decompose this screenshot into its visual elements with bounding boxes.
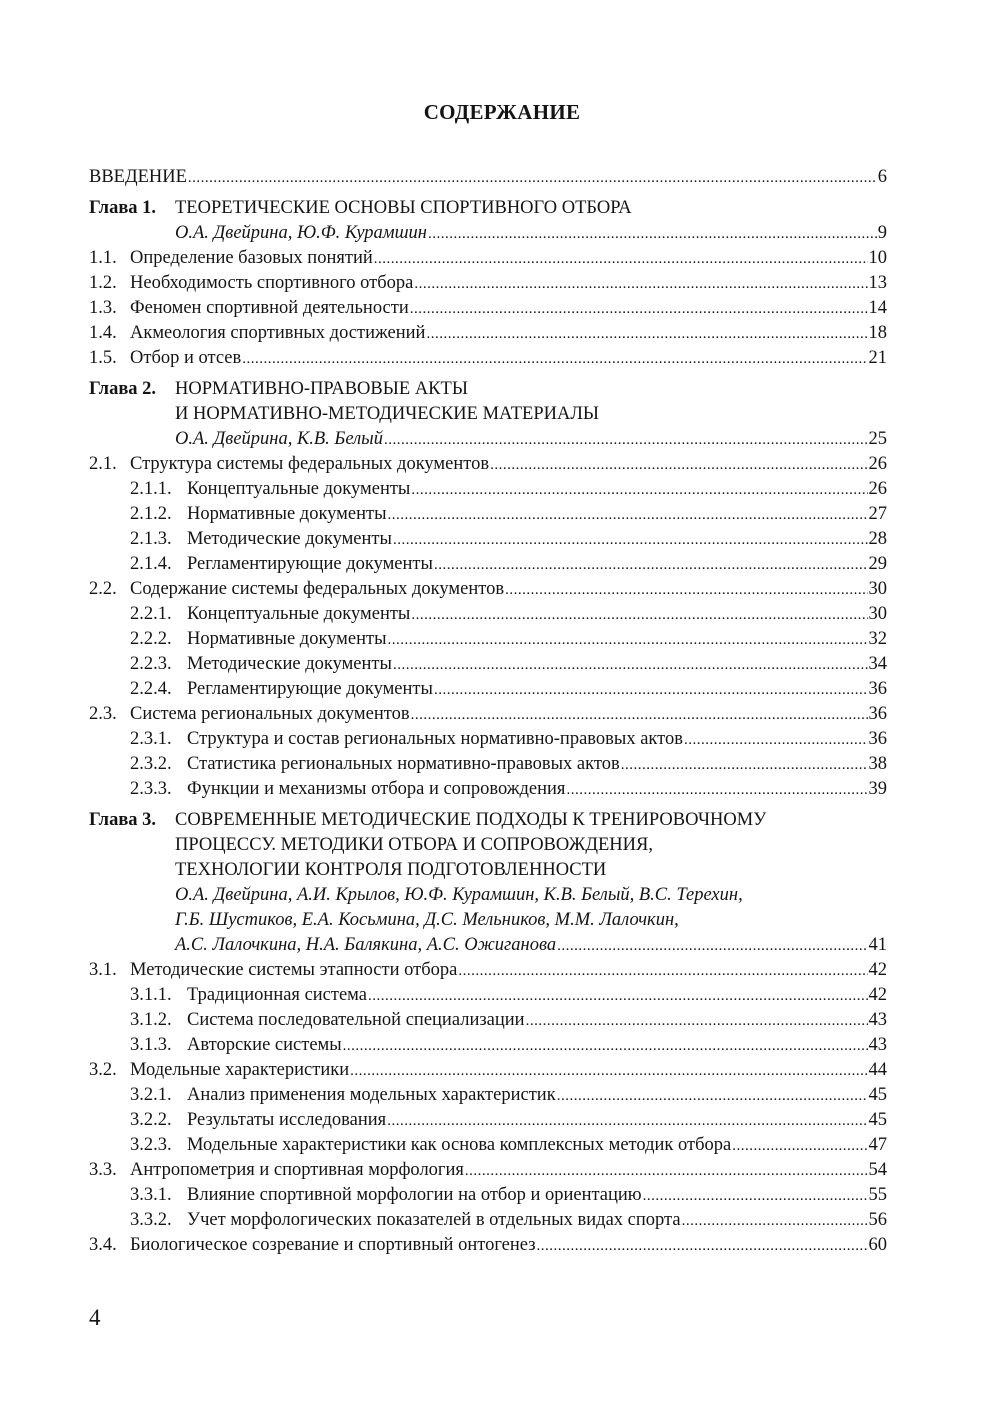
toc-entry-title: Учет морфологических показателей в отдельных видах спорта (187, 1210, 681, 1230)
toc-entry-number: 2.1.4. (130, 554, 172, 574)
toc-entry (89, 1133, 887, 1158)
toc-entry-number: 3.4. (89, 1235, 117, 1255)
toc-entry (89, 677, 887, 702)
toc-entry-number: 2.1.3. (130, 529, 172, 549)
toc-entry-number: 3.1. (89, 960, 117, 980)
chapter-authors-line (89, 221, 887, 246)
toc-entry-number: 2.1.2. (130, 504, 172, 524)
chapter-title: ПРОЦЕССУ. МЕТОДИКИ ОТБОРА И СОПРОВОЖДЕНИЯ, (175, 835, 653, 855)
dot-leader (621, 753, 868, 778)
toc-page-number: 26 (868, 479, 887, 499)
dot-leader (465, 1159, 868, 1184)
chapter-title: НОРМАТИВНО-ПРАВОВЫЕ АКТЫ (175, 379, 468, 399)
toc-entry (89, 452, 887, 477)
toc-entry-number: 3.2. (89, 1060, 117, 1080)
toc-entry-number: 3.3.2. (130, 1210, 172, 1230)
chapter-title-line (89, 402, 887, 427)
dot-leader (537, 1234, 868, 1259)
toc-entry (89, 1008, 887, 1033)
toc-entry (89, 1083, 887, 1108)
toc-entry-number: 2.3.2. (130, 754, 172, 774)
toc-entry-number: 2.2.4. (130, 679, 172, 699)
toc-page-number: 55 (868, 1185, 887, 1205)
chapter-title-line (89, 196, 887, 221)
toc-entry-title: Модельные характеристики (130, 1060, 350, 1080)
toc-entry (89, 1183, 887, 1208)
toc-entry (89, 502, 887, 527)
toc-entry (89, 652, 887, 677)
toc-entry (89, 527, 887, 552)
toc-page-number: 44 (868, 1060, 887, 1080)
toc-entry-number: 2.2.2. (130, 629, 172, 649)
dot-leader (684, 728, 868, 753)
toc-entry-number: 3.1.1. (130, 985, 172, 1005)
toc-page-number: 43 (868, 1035, 887, 1055)
toc-entry-number: 3.2.3. (130, 1135, 172, 1155)
dot-leader (682, 1209, 868, 1234)
dot-leader (387, 1109, 867, 1134)
toc-entry (89, 777, 887, 802)
toc-entry-number: 1.1. (89, 248, 117, 268)
toc-entry-number: 3.2.2. (130, 1110, 172, 1130)
chapter-title-line (89, 808, 887, 833)
toc-entry-number: 1.3. (89, 298, 117, 318)
toc-page-number: 28 (868, 529, 887, 549)
chapter-title: И НОРМАТИВНО-МЕТОДИЧЕСКИЕ МАТЕРИАЛЫ (175, 404, 600, 424)
page-number: 4 (89, 1305, 101, 1330)
toc-entry-title: Методические системы этапности отбора (130, 960, 458, 980)
toc-entry-title: Структура системы федеральных документов (130, 454, 490, 474)
toc-page-number: 32 (868, 629, 887, 649)
dot-leader (434, 553, 868, 578)
toc-entry-number: 3.1.3. (130, 1035, 172, 1055)
dot-leader (557, 1084, 868, 1109)
toc-entry-title: ВВЕДЕНИЕ (89, 167, 187, 187)
toc-entry-number: 3.3. (89, 1160, 117, 1180)
dot-leader (428, 222, 877, 247)
toc-entry-number: 3.3.1. (130, 1185, 172, 1205)
chapter-authors-line (89, 427, 887, 452)
toc-entry (89, 627, 887, 652)
toc-entry-title: Влияние спортивной морфологии на отбор и ориентацию (187, 1185, 642, 1205)
toc-entry-number: 3.1.2. (130, 1010, 172, 1030)
chapter-authors: О.А. Двейрина, Ю.Ф. Курамшин (175, 223, 427, 243)
toc-entry-title: Методические документы (187, 654, 392, 674)
toc-page-number: 26 (868, 454, 887, 474)
toc-entry (89, 577, 887, 602)
toc-entry-title: Результаты исследования (187, 1110, 387, 1130)
toc-page-number: 18 (868, 323, 887, 343)
toc-entry-title: Концептуальные документы (187, 604, 411, 624)
toc-entry-number: 1.5. (89, 348, 117, 368)
dot-leader (388, 503, 868, 528)
toc-entry-title: Функции и механизмы отбора и сопровождения (187, 779, 566, 799)
toc-entry (89, 477, 887, 502)
chapter-title: СОВРЕМЕННЫЕ МЕТОДИЧЕСКИЕ ПОДХОДЫ К ТРЕНИРОВОЧНОМУ (175, 810, 767, 830)
toc-entry (89, 246, 887, 271)
chapter-title-line (89, 858, 887, 883)
chapter-title-line (89, 377, 887, 402)
toc-entry (89, 165, 887, 190)
toc-entry-title: Феномен спортивной деятельности (130, 298, 409, 318)
toc-entry-title: Антропометрия и спортивная морфология (130, 1160, 464, 1180)
dot-leader (426, 322, 867, 347)
toc-entry-number: 2.2.3. (130, 654, 172, 674)
toc-entry (89, 602, 887, 627)
toc-entry (89, 958, 887, 983)
toc-page-number: 56 (868, 1210, 887, 1230)
toc-page-number: 10 (868, 248, 887, 268)
chapter-title-line (89, 833, 887, 858)
toc-page-number: 36 (868, 729, 887, 749)
toc-page-number: 41 (868, 935, 887, 955)
toc-page-number: 42 (868, 960, 887, 980)
page-title: СОДЕРЖАНИЕ (423, 100, 581, 124)
table-of-contents (89, 165, 887, 1258)
toc-entry-title: Концептуальные документы (187, 479, 411, 499)
chapter-authors: О.А. Двейрина, К.В. Белый (175, 429, 383, 449)
toc-page-number: 29 (868, 554, 887, 574)
toc-page-number: 60 (868, 1235, 887, 1255)
toc-entry-number: 1.2. (89, 273, 117, 293)
toc-entry-title: Отбор и отсев (130, 348, 242, 368)
chapter-authors-line (89, 908, 887, 933)
toc-entry-title: Необходимость спортивного отбора (130, 273, 414, 293)
toc-entry-title: Содержание системы федеральных документов (130, 579, 505, 599)
toc-entry (89, 321, 887, 346)
toc-entry-title: Биологическое созревание и спортивный онтогенез (130, 1235, 536, 1255)
toc-entry (89, 1108, 887, 1133)
toc-entry (89, 1208, 887, 1233)
dot-leader (732, 1134, 867, 1159)
chapter-title: ТЕХНОЛОГИИ КОНТРОЛЯ ПОДГОТОВЛЕННОСТИ (175, 860, 607, 880)
toc-page-number: 6 (877, 167, 887, 187)
toc-entry-title: Авторские системы (187, 1035, 342, 1055)
toc-page-number: 34 (868, 654, 887, 674)
toc-entry (89, 271, 887, 296)
dot-leader (526, 1009, 868, 1034)
toc-page-number: 14 (868, 298, 887, 318)
toc-entry-title: Определение базовых понятий (130, 248, 373, 268)
chapter-title: ТЕОРЕТИЧЕСКИЕ ОСНОВЫ СПОРТИВНОГО ОТБОРА (175, 198, 632, 218)
dot-leader (350, 1059, 867, 1084)
toc-entry (89, 552, 887, 577)
toc-entry-number: 2.3.3. (130, 779, 172, 799)
dot-leader (566, 778, 867, 803)
toc-entry-title: Регламентирующие документы (187, 679, 433, 699)
toc-entry (89, 1033, 887, 1058)
toc-page-number: 21 (868, 348, 887, 368)
dot-leader (411, 603, 867, 628)
toc-page-number: 30 (868, 579, 887, 599)
toc-entry-title: Методические документы (187, 529, 392, 549)
toc-entry-title: Нормативные документы (187, 629, 387, 649)
toc-entry (89, 1233, 887, 1258)
toc-page-number: 25 (868, 429, 887, 449)
chapter-authors-line (89, 933, 887, 958)
dot-leader (384, 428, 868, 453)
dot-leader (393, 528, 868, 553)
dot-leader (490, 453, 867, 478)
toc-page-number: 38 (868, 754, 887, 774)
toc-entry-number: 2.1.1. (130, 479, 172, 499)
toc-entry-number: 3.2.1. (130, 1085, 172, 1105)
chapter-authors: А.С. Лалочкина, Н.А. Балякина, А.С. Ожиганова (175, 935, 557, 955)
toc-entry-number: 2.1. (89, 454, 117, 474)
toc-entry (89, 752, 887, 777)
chapter-label: Глава 1. (89, 198, 157, 218)
toc-page-number: 45 (868, 1110, 887, 1130)
toc-page-number: 9 (877, 223, 887, 243)
dot-leader (374, 247, 868, 272)
dot-leader (410, 297, 868, 322)
toc-page-number: 47 (868, 1135, 887, 1155)
dot-leader (411, 703, 868, 728)
dot-leader (414, 272, 867, 297)
toc-entry-title: Акмеология спортивных достижений (130, 323, 426, 343)
toc-entry-title: Система региональных документов (130, 704, 410, 724)
toc-page-number: 13 (868, 273, 887, 293)
toc-entry-title: Традиционная система (187, 985, 367, 1005)
toc-entry (89, 1158, 887, 1183)
dot-leader (411, 478, 867, 503)
toc-entry (89, 727, 887, 752)
dot-leader (393, 653, 868, 678)
toc-entry-number: 2.3. (89, 704, 117, 724)
chapter-authors-line (89, 883, 887, 908)
dot-leader (343, 1034, 868, 1059)
dot-leader (643, 1184, 868, 1209)
toc-entry-number: 1.4. (89, 323, 117, 343)
dot-leader (458, 959, 867, 984)
dot-leader (188, 166, 877, 191)
toc-page-number: 39 (868, 779, 887, 799)
toc-page-number: 36 (868, 704, 887, 724)
toc-entry-title: Нормативные документы (187, 504, 387, 524)
dot-leader (505, 578, 867, 603)
toc-page-number: 43 (868, 1010, 887, 1030)
toc-entry-title: Структура и состав региональных нормативно-правовых актов (187, 729, 683, 749)
toc-entry-title: Анализ применения модельных характеристик (187, 1085, 556, 1105)
toc-entry-number: 2.2. (89, 579, 117, 599)
toc-entry-title: Модельные характеристики как основа комплексных методик отбора (187, 1135, 732, 1155)
toc-entry-title: Статистика региональных нормативно-правовых актов (187, 754, 620, 774)
toc-entry (89, 1058, 887, 1083)
toc-page-number: 54 (868, 1160, 887, 1180)
toc-entry-title: Регламентирующие документы (187, 554, 433, 574)
toc-entry (89, 702, 887, 727)
dot-leader (242, 347, 867, 372)
chapter-label: Глава 2. (89, 379, 157, 399)
chapter-label: Глава 3. (89, 810, 157, 830)
toc-page-number: 42 (868, 985, 887, 1005)
dot-leader (557, 934, 867, 959)
dot-leader (434, 678, 868, 703)
toc-entry (89, 346, 887, 371)
chapter-authors: О.А. Двейрина, А.И. Крылов, Ю.Ф. Курамшин, К.В. Белый, В.С. Терехин, (175, 885, 743, 905)
toc-entry (89, 983, 887, 1008)
toc-page-number: 30 (868, 604, 887, 624)
toc-entry-number: 2.2.1. (130, 604, 172, 624)
toc-entry-number: 2.3.1. (130, 729, 172, 749)
dot-leader (368, 984, 868, 1009)
toc-page-number: 27 (868, 504, 887, 524)
toc-entry-title: Система последовательной специализации (187, 1010, 525, 1030)
dot-leader (388, 628, 868, 653)
toc-page-number: 45 (868, 1085, 887, 1105)
toc-page-number: 36 (868, 679, 887, 699)
toc-entry (89, 296, 887, 321)
chapter-authors: Г.Б. Шустиков, Е.А. Косьмина, Д.С. Мельников, М.М. Лалочкин, (175, 910, 679, 930)
